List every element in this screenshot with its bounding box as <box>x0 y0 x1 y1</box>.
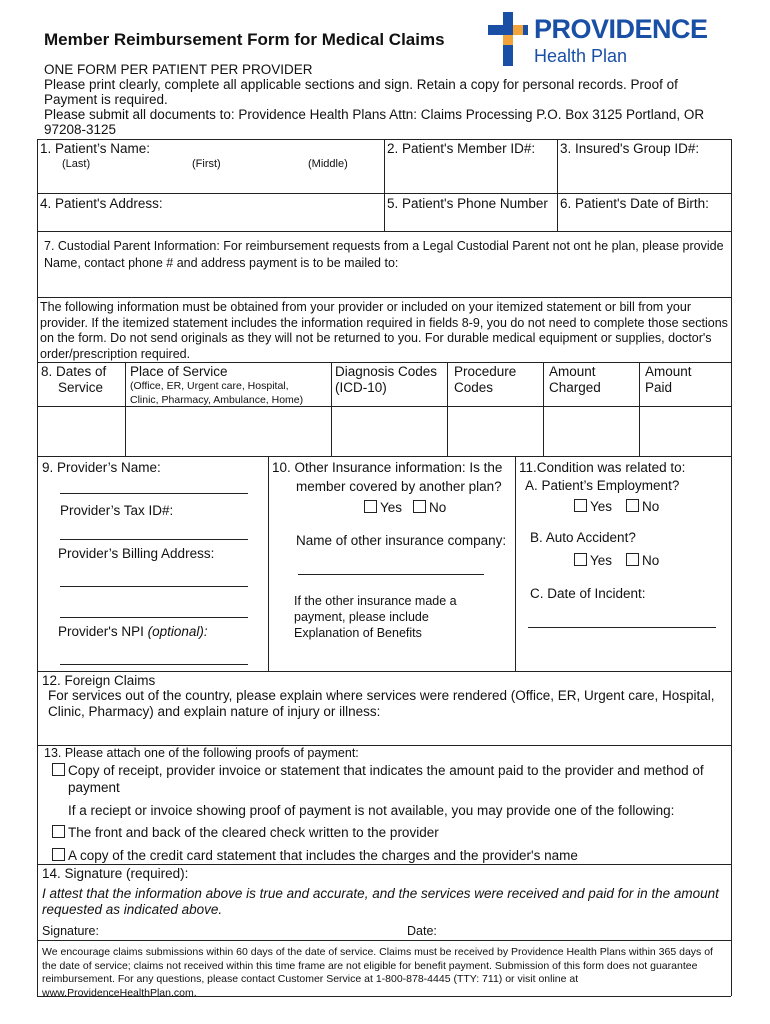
group-id-field[interactable] <box>558 160 730 192</box>
proof-option-receipt-line-2: payment <box>68 780 120 795</box>
auto-accident-no-option[interactable]: No <box>626 553 659 568</box>
checkbox-icon[interactable] <box>52 825 65 838</box>
intro-block <box>44 62 734 137</box>
other-insurance-yes-option[interactable]: Yes <box>364 500 402 515</box>
attestation-text: I attest that the information above is true and accurate, and the services were received and paid for in the amount requested as indicated above. <box>42 886 719 917</box>
checkbox-icon[interactable] <box>52 763 65 776</box>
checkbox-icon[interactable] <box>52 848 65 861</box>
employment-question: A. Patient’s Employment? <box>525 478 680 493</box>
provider-tax-id-label: Provider’s Tax ID#: <box>60 503 174 518</box>
signature-label: Signature: <box>42 924 99 938</box>
provider-tax-id-line[interactable] <box>60 539 248 540</box>
patient-name-field[interactable] <box>38 172 384 192</box>
checkbox-icon[interactable] <box>413 500 426 513</box>
patient-name-label: 1. Patient’s Name: <box>40 141 151 156</box>
patient-address-label: 4. Patient's Address: <box>40 196 163 211</box>
name-first-label: (First) <box>192 158 221 170</box>
other-insurance-no-option[interactable]: No <box>413 500 446 515</box>
diagnosis-codes-cell[interactable] <box>332 407 447 455</box>
provider-npi-label: Provider's NPI (optional): <box>58 624 208 639</box>
intro-line-1: ONE FORM PER PATIENT PER PROVIDER <box>44 62 313 77</box>
col-diagnosis-header-2: (ICD-10) <box>335 380 387 395</box>
col-paid-header-1: Amount <box>645 364 692 379</box>
name-last-label: (Last) <box>62 158 91 170</box>
condition-related-heading: 11.Condition was related to: <box>519 460 686 475</box>
custodial-parent-text: 7. Custodial Parent Information: For reimbursement requests from a Legal Custodial Parent not ont he plan, please provide Name, contact phone # and address payment is to be mailed to: <box>44 239 724 270</box>
patient-phone-field[interactable] <box>385 212 557 230</box>
intro-line-3: Please submit all documents to: Providence Health Plans Attn: Claims Processing P.O. Box 3125 Portland, OR 97208-3125 <box>44 107 705 137</box>
logo-wordmark: PROVIDENCE <box>534 14 708 44</box>
signature-heading: 14. Signature (required): <box>42 866 189 881</box>
eob-note-3: Explanation of Benefits <box>294 626 422 640</box>
provider-npi-line[interactable] <box>60 664 248 665</box>
date-of-incident-line[interactable] <box>528 627 716 628</box>
col-place-header-3: Clinic, Pharmacy, Ambulance, Home) <box>130 394 304 406</box>
provider-instructions: The following information must be obtained from your provider or included on your itemized statement or bill from your provider. If the itemized statement includes the information required in fields 8-9, you do not need to complete those sections on the form. Do not send originals as they will not be returned to you. For durable medical equipment or supplies, doctor's order/prescription required. <box>40 300 728 361</box>
provider-name-label: 9. Provider’s Name: <box>42 460 161 475</box>
patient-address-field[interactable] <box>38 212 384 230</box>
billing-address-line-1[interactable] <box>60 586 248 587</box>
date-label: Date: <box>407 924 437 938</box>
auto-accident-yes-option[interactable]: Yes <box>574 553 612 568</box>
provider-name-line[interactable] <box>60 493 248 494</box>
eob-note-1: If the other insurance made a <box>294 594 457 608</box>
col-place-header-2: (Office, ER, Urgent care, Hospital, <box>130 380 289 392</box>
providence-cross-icon <box>488 12 528 66</box>
foreign-claims-text: For services out of the country, please explain where services were rendered (Office, ER, Urgent care, Hospital, Clinic, Pharmacy) and explain nature of injury or illness: <box>48 688 715 719</box>
col-dates-header-1: 8. Dates of <box>41 364 107 379</box>
proof-option-check[interactable]: The front and back of the cleared check written to the provider <box>52 825 439 840</box>
custodial-parent-field[interactable] <box>38 272 730 296</box>
place-of-service-cell[interactable] <box>126 407 331 455</box>
name-middle-label: (Middle) <box>308 158 348 170</box>
proof-option-credit-card[interactable]: A copy of the credit card statement that includes the charges and the provider's name <box>52 848 578 863</box>
proof-option-receipt[interactable]: Copy of receipt, provider invoice or statement that indicates the amount paid to the provider and method of <box>52 763 704 778</box>
patient-dob-field[interactable] <box>558 212 730 230</box>
col-procedure-header-2: Codes <box>454 380 494 395</box>
foreign-claims-heading: 12. Foreign Claims <box>42 673 156 688</box>
checkbox-icon[interactable] <box>364 500 377 513</box>
col-diagnosis-header-1: Diagnosis Codes <box>335 364 438 379</box>
other-insurance-company-line[interactable] <box>298 574 484 575</box>
member-id-field[interactable] <box>385 160 557 192</box>
other-insurance-question-2: member covered by another plan? <box>296 479 502 494</box>
patient-dob-label: 6. Patient's Date of Birth: <box>560 196 709 211</box>
date-of-incident-label: C. Date of Incident: <box>530 586 646 601</box>
amount-paid-cell[interactable] <box>640 407 730 455</box>
logo-subtitle: Health Plan <box>534 46 628 66</box>
amount-charged-cell[interactable] <box>544 407 639 455</box>
checkbox-icon[interactable] <box>574 553 587 566</box>
proof-of-payment-heading: 13. Please attach one of the following proofs of payment: <box>44 746 359 760</box>
col-procedure-header-1: Procedure <box>454 364 517 379</box>
col-place-header-1: Place of Service <box>130 364 228 379</box>
col-paid-header-2: Paid <box>645 380 673 395</box>
footer-notice: We encourage claims submissions within 60 days of the date of service. Claims must be received by Providence Health Plans within 365 days of the date of service; claims not received within this time frame are not eligible for benefit payment. Submission of this form does not guarantee reimbursement. For any questions, please contact Customer Service at 1-800-878-4445 (TTY: 711) or visit online at www.ProvidenceHealthPlan.com. <box>42 946 713 999</box>
patient-phone-label: 5. Patient's Phone Number <box>387 196 548 211</box>
col-dates-header-2: Service <box>58 380 104 395</box>
other-insurance-company-label: Name of other insurance company: <box>296 533 507 548</box>
checkbox-icon[interactable] <box>626 499 639 512</box>
group-id-label: 3. Insured's Group ID#: <box>560 141 700 156</box>
employment-yes-option[interactable]: Yes <box>574 499 612 514</box>
eob-note-2: payment, please include <box>294 610 429 624</box>
form-title: Member Reimbursement Form for Medical Claims <box>44 30 445 49</box>
provider-billing-address-label: Provider’s Billing Address: <box>58 546 215 561</box>
checkbox-icon[interactable] <box>574 499 587 512</box>
providence-logo <box>488 10 728 68</box>
procedure-codes-cell[interactable] <box>448 407 543 455</box>
service-dates-cell[interactable] <box>38 407 125 455</box>
member-id-label: 2. Patient's Member ID#: <box>387 141 536 156</box>
other-insurance-question-1: 10. Other Insurance information: Is the <box>272 460 503 475</box>
intro-line-2: Please print clearly, complete all applicable sections and sign. Retain a copy for personal records. Proof of Payment is required. <box>44 77 678 107</box>
col-charged-header-2: Charged <box>549 380 601 395</box>
signature-field[interactable] <box>104 922 400 938</box>
employment-no-option[interactable]: No <box>626 499 659 514</box>
foreign-claims-field[interactable] <box>38 722 730 744</box>
date-field[interactable] <box>440 922 728 938</box>
auto-accident-question: B. Auto Accident? <box>530 530 636 545</box>
col-charged-header-1: Amount <box>549 364 596 379</box>
billing-address-line-2[interactable] <box>60 617 248 618</box>
checkbox-icon[interactable] <box>626 553 639 566</box>
proof-alternative-text: If a reciept or invoice showing proof of payment is not available, you may provide one of the following: <box>68 803 675 818</box>
